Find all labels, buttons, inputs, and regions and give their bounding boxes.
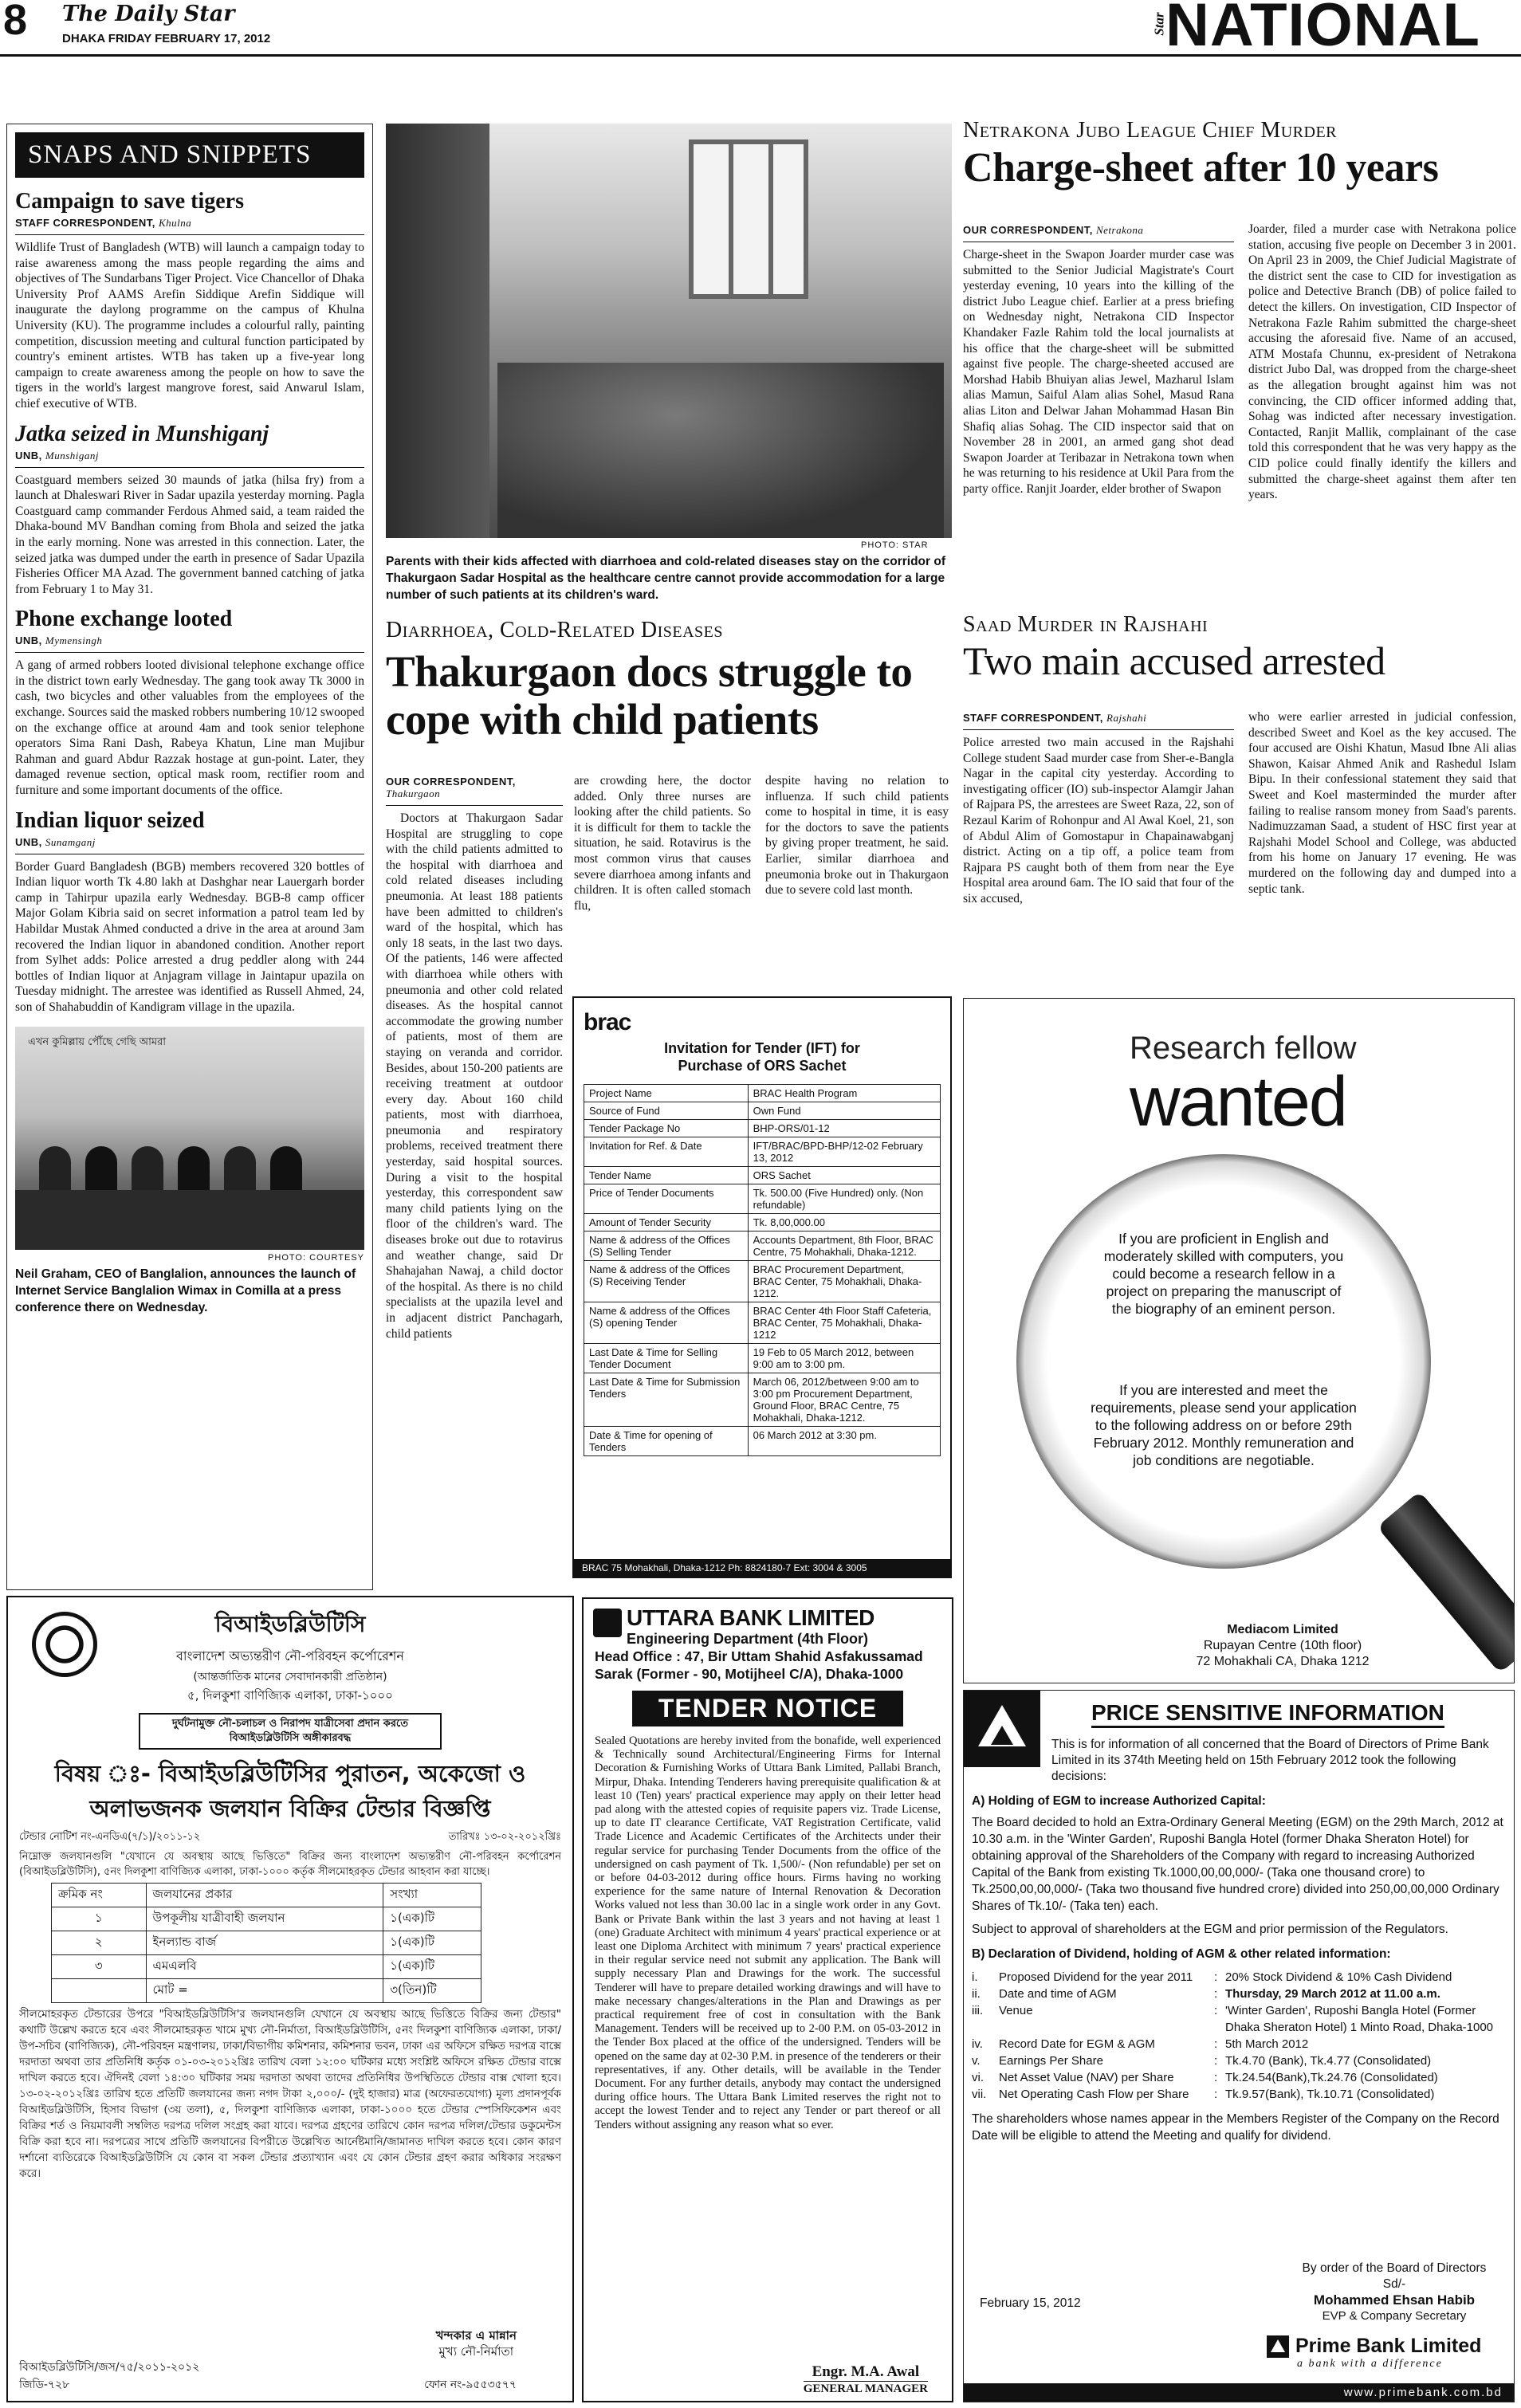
article-body: despite having no relation to influenza. If such child patients come to hospital in time, it is easy for the doctors to save the patients by giving proper treatment, he said. Earlier, similar diarrhoea and pneumonia broke out in Thakurgaon due to severe cold last month. <box>765 774 949 898</box>
prime-intro: This is for information of all concerned that the Board of Directors of Prime Bank Limited in its 374th Meeting held on 15th February 2012 took the following decisions: <box>1051 1738 1489 1783</box>
table-label: Source of Fund <box>584 1102 749 1120</box>
info-index: iv. <box>972 2037 983 2051</box>
info-sep: : <box>1214 2054 1218 2068</box>
biwtc-logo <box>32 1612 97 1677</box>
masthead-rule <box>0 54 1521 57</box>
uttara-notice: TENDER NOTICE <box>632 1691 903 1726</box>
biwtc-phone: ফোন নং-৯৫৫৩৫৭৭ <box>424 2379 517 2391</box>
snippet-body: Wildlife Trust of Bangladesh (WTB) will launch a campaign today to raise awareness among the mass people regarding the aims and objectives of The Sundarbans Tiger Project. Vice Chancellor of Dhaka University Prof AAMS Arefin Siddique Arefin Siddique will inaugurate the daylong programme on the campus of Khulna University (KU). The programme includes a colourful rally, painting competition, discussion meeting and cultural function participated by country's eminent artistes. WTB has taken up a five-year long campaign to create awareness among the people on how to save the tigers in the world's largest mangrove forest, said Anwarul Islam, chief executive of WTB. <box>15 241 364 410</box>
research-title-big: wanted <box>1130 1062 1346 1141</box>
snippet-byline: UNB, Mymensingh <box>15 634 103 647</box>
prime-ad <box>963 1690 1515 2402</box>
table-row <box>584 1120 941 1137</box>
table-row <box>584 1427 941 1456</box>
kicker: Netrakona Jubo League Chief Murder <box>963 118 1337 143</box>
hospital-photo-caption: Parents with their kids affected with diarrhoea and cold-related diseases stay on the corridor of Thakurgaon Sadar Hospital as the healthcare centre cannot provide accommodation for a large number of such patients at its children's ward. <box>386 555 945 602</box>
snippet-byline: UNB, Sunamganj <box>15 835 96 848</box>
info-row <box>972 1986 1504 2002</box>
prime-signer: Mohammed Ehsan Habib EVP & Company Secretary <box>1313 2292 1476 2323</box>
table-label: Price of Tender Documents <box>584 1184 749 1214</box>
snippet-3 <box>15 607 364 798</box>
uttara-signature: Engr. M.A. Awal GENERAL MANAGER <box>803 2363 928 2395</box>
biwtc-intro: নিম্নোক্ত জলযানগুলি "যেখানে যে অবস্থায় আছে ভিত্তিতে" বিক্রির জন্য বাংলাদেশ অভ্যন্তরীণ নৌ-পরিবহন কর্পোরেশন (বিআইডব্লিউটিসি), ৫নং দিলকুশা বাণিজ্যিক এলাকা, ঢাকা-১০০০ কর্তৃক সীলমোহরকৃত টেন্ডার আহবান করা যাচ্ছে। <box>19 1851 561 1878</box>
brac-ad <box>572 996 952 1578</box>
thakurgaon-article <box>386 618 952 744</box>
info-value: Tk.24.54(Bank),Tk.24.76 (Consolidated) <box>1225 2071 1438 2084</box>
prime-logo-mark <box>964 1691 1040 1767</box>
dateline: DHAKA FRIDAY FEBRUARY 17, 2012 <box>62 32 271 45</box>
biwtc-subject: বিষয় ঃ- বিআইডব্লিউটিসির পুরাতন, অকেজো ও অলাভজনক জলযান বিক্রির টেন্ডার বিজ্ঞপ্তি <box>54 1760 526 1822</box>
info-index: vii. <box>972 2088 987 2101</box>
info-sep: : <box>1214 1987 1218 2001</box>
brac-footer: BRAC 75 Mohakhali, Dhaka-1212 Ph: 8824180-7 Ext: 3004 & 3005 <box>574 1559 950 1577</box>
prime-small-logo <box>1267 2335 1289 2358</box>
section-star: Star <box>1151 12 1167 36</box>
byline: OUR CORRESPONDENT, Netrakona <box>963 224 1144 236</box>
info-label: Date and time of AGM <box>999 1987 1117 2001</box>
article-body: Charge-sheet in the Swapon Joarder murder case was submitted to the Senior Judicial Magistrate's Court yesterday evening, 10 years into the killing of the district Jubo League chief. Earlier at a press briefing on Wednesday night, Netrakona CID Inspector Khandaker Fazle Rahim told the local journalists at his office that the charge-sheet will be submitted against five people. The charge-sheeted accused are Morshad Habib Bhuiyan alias Jewel, Mazharul Islam alias Mamun, Saiful Alam alias Sohel, Masud Rana alias Liton and Delwar Jahan Mohammad Hasan Bin Shafiq alias Sohag. The CID inspector said that on November 28 in 2001, an armed gang shot dead Swapon Joarder at Teribazar in Netrakona town when he was returning to his residence at Ukil Para from the party office. Ranjit Joarder, elder brother of Swapon <box>963 248 1234 496</box>
table-cell: ৩(তিন)টি <box>383 1979 481 2003</box>
page-number: 8 <box>3 0 28 44</box>
table-row <box>584 1302 941 1344</box>
info-sep: : <box>1214 2004 1218 2017</box>
saad-col2 <box>1248 709 1516 897</box>
table-cell: ৩ <box>52 1955 147 1979</box>
research-title-top: Research fellow <box>1130 1031 1357 1066</box>
biwtc-notice-line: টেন্ডার নোটিশ নং-এনডিএ(৭/১)/২০১১-১২ তারিখঃ ১৩-০২-২০১২খ্রিঃ <box>19 1831 561 1843</box>
prime-tagline: a bank with a difference <box>1297 2358 1443 2370</box>
article-body: are crowding here, the doctor added. Only three nurses are looking after the child patients. So it is difficult for them to tackle the situation, he said. Rotavirus is the most common virus that causes severe diarrhoea among infants and children. It is often called stomach flu, <box>574 774 751 913</box>
presenters <box>39 1146 342 1194</box>
banner-text: এখন কুমিল্লায় পৌঁছে গেছি আমরা <box>28 1035 167 1048</box>
saad-article <box>963 612 1516 684</box>
table-label: Invitation for Ref. & Date <box>584 1137 749 1167</box>
table-label: Last Date & Time for Submission Tenders <box>584 1373 749 1427</box>
table-label: Project Name <box>584 1085 749 1102</box>
article-body: Joarder, filed a murder case with Netrakona police station, accusing five people on December 3 in 2001. On April 23 in 2009, the Chief Judicial Magistrate of the district sent the case to CID for investigation as police and Detective Branch (DB) of police failed to detect the killers. On investigation, CID Inspector of Netrakona Fazle Rahim submitted the charge-sheet accusing the aforesaid five. Name of an accused, ATM Mostafa Chunnu, ex-president of Netrakona district Jubo Dal, was dropped from the charge-sheet as the allegation brought against him was not convincing, the CID officer informed adding that, Sohag was indicted after necessary investigation. Contacted, Ranjit Mallik, complainant of the case told this correspondent that he was very happy as the CID police could finally identify the killers and submitted the charge-sheet against them after ten years. <box>1248 222 1516 502</box>
research-ad <box>963 998 1515 1683</box>
info-value: 5th March 2012 <box>1225 2037 1309 2051</box>
thakurgaon-col3 <box>765 773 949 898</box>
info-label: Record Date for EGM & AGM <box>999 2037 1155 2051</box>
table-cell: ১(এক)টি <box>383 1931 481 1955</box>
snippet-body: A gang of armed robbers looted divisional telephone exchange office in the district town early Wednesday. The gang took away Tk 3000 in cash, two bicycles and other valuables from the employees of the exchange. Sources said the masked robbers numbering 10/12 swooped on the exchange office at around 4am and took senior telephone operators Sima Rani Dash, Rabeya Khatun, Line man Mujibur Rahman and guard Abdur Razzak hostage at gun-point. Later, they damaged revenue section, optical mask room, rectifier room and furniture and some important documents of the office. <box>15 658 364 798</box>
snippet-title: Indian liquor seized <box>15 807 205 833</box>
table-row <box>584 1231 941 1261</box>
uttara-head-office: Head Office : 47, Bir Uttam Shahid Asfakussamad Sarak (Former - 90, Motijheel C/A), Dhaka-1000 <box>595 1648 923 1682</box>
info-value: Tk.9.57(Bank), Tk.10.71 (Consolidated) <box>1225 2088 1435 2101</box>
hospital-photo <box>386 124 952 538</box>
brac-logo: brac <box>584 1009 631 1035</box>
info-index: i. <box>972 1970 978 1984</box>
uttara-body: Sealed Quotations are hereby invited from the bonafide, well experienced & Technically sound Architectural/Engineering Firms for Internal Decoration & Furnishing Works of Uttara Bank Limited, Pallabi Branch, Mirpur, Dhaka. Intending Tenderers having prerequisite qualification & at least 10 (Ten) years' practical experience may apply on their letter head pad along with the attested copies of requisite papers viz. Trade License, up to date IT clearance Certificate, VAT Registration Certificate, valid Trade Licence and Academic Certificates of the Architects under their regular service for purchasing Tender Documents from the office of the undersigned on cash payment of Tk. 1,500/- (Non refundable) per set on or before 04-03-2012 during office hours. Firms having no working experience for the same nature of Internal Renovation & Decoration Works valued not less than 30.00 lac in a single work order in any Govt. Bank or Private Bank within the last 3 years and not having at least 1 (one) Graduate Architect with minimum 4 years' practical experience or at least one Diploma Architect with minimum 7 years' practical experience in their regular service need not submit any application. The Bank will supply necessary Plan and Drawings for the work. The successful Tenderer will have to prepare detailed working drawings and will have to make necessary changes/alterations in the Plan and Drawings as per practical requirement free of cost in consultation with the Bank Management. Tenders will be received up to 2-00 P.M. on 05-03-2012 in the Tender Box placed at the office of the undersigned. Tenders will be opened on the same day at 02-30 P.M. in presence of the tenderers or their representatives, if any. Other details, will be available in the Tender Document. For any further details, anybody may contact the undersigned during office hours. The Uttara Bank Limited reserves the right not to accept the lowest Tender and to reject any Tender or part thereof or all Tenders without assigning any reason what so ever. <box>595 1734 941 2131</box>
info-row <box>972 2069 1504 2086</box>
info-label: Proposed Dividend for the year 2011 <box>999 1970 1193 1984</box>
table-cell: ১ <box>52 1907 147 1931</box>
info-value: Thursday, 29 March 2012 at 11.00 a.m. <box>1225 1987 1440 2001</box>
snippet-title: Phone exchange looted <box>15 607 233 632</box>
table-row <box>52 1955 481 1979</box>
info-row <box>972 1969 1504 1986</box>
prime-by-order: By order of the Board of Directors Sd/- <box>1302 2261 1487 2291</box>
info-label: Venue <box>999 2004 1033 2017</box>
info-sep: : <box>1214 2037 1218 2051</box>
table-cell: উপকূলীয় যাত্রীবাহী জলযান <box>146 1907 383 1931</box>
table-cell <box>52 1979 147 2003</box>
table-label: Name & address of the Offices (S) Selling Tender <box>584 1231 749 1261</box>
thakurgaon-col2 <box>574 773 751 913</box>
table-value: IFT/BRAC/BPD-BHP/12-02 February 13, 2012 <box>748 1137 940 1167</box>
snippet-title: Jatka seized in Munshiganj <box>15 421 269 446</box>
prime-brand-block <box>1267 2335 1506 2371</box>
table-row <box>52 1907 481 1931</box>
snippet-body: Border Guard Bangladesh (BGB) members recovered 320 bottles of Indian liquor worth Tk 4.80 lakh at Dashghar near Lauergarh border camp in Tahirpur upazila early Wednesday. BGB-8 camp officer Major Golam Kibria said on secret information a patrol team led by Habildar Mustak Ahmed conducted a drive in the area at around 3am recovered the Indian liquor in abandoned condition. Another report from Sylhet adds: Police arrested a drug peddler along with 244 bottles of Indian liquor at Anjagram village in Jaintapur upazila on Tuesday midnight. The arrestee was identified as Russell Ahmed, 24, son of Shahabuddin of Kandigram village in the upazila. <box>15 859 364 1014</box>
table-row <box>584 1373 941 1427</box>
table-label: Name & address of the Offices (S) Receiving Tender <box>584 1261 749 1302</box>
table-header: ক্রমিক নং <box>52 1884 147 1907</box>
biwtc-table <box>51 1883 481 2003</box>
table-header: জলযানের প্রকার <box>146 1884 383 1907</box>
table-row <box>584 1184 941 1214</box>
info-row <box>972 2086 1504 2103</box>
snippet-body: Coastguard members seized 30 maunds of jatka (hilsa fry) from a launch at Dhaleswari River in Sadar upazila yesterday morning. Pagla Coastguard camp commander Ferdous Ahmed said, a team raided the Dhaka-bound MV Bandhan coming from Bhola and seized the jatka in the early morning. None was arrested in this connection. Later, the seized jatka was dumped under the earth in presence of Sadar Upazila Fisheries Officer MA Azad. The government banned catching of jatka from February 1 to May 31. <box>15 473 364 596</box>
brac-table <box>584 1084 941 1456</box>
table-value: 06 March 2012 at 3:30 pm. <box>748 1427 940 1456</box>
table-row <box>584 1167 941 1184</box>
photo-credit: PHOTO: COURTESY <box>268 1252 364 1263</box>
snippet-2 <box>15 422 364 598</box>
table-value: Own Fund <box>748 1102 940 1120</box>
table-value: BRAC Center 4th Floor Staff Cafeteria, BRAC Center, 75 Mohakhali, Dhaka-1212 <box>748 1302 940 1344</box>
table-value: BRAC Health Program <box>748 1085 940 1102</box>
table-header: সংখ্যা <box>383 1884 481 1907</box>
snaps-box <box>6 124 373 1590</box>
table-row <box>584 1214 941 1231</box>
table-cell: মোট = <box>146 1979 383 2003</box>
netrakona-col1 <box>963 222 1234 497</box>
table-row <box>584 1344 941 1373</box>
info-value: 20% Stock Dividend & 10% Cash Dividend <box>1225 1970 1452 1984</box>
snippet-title: Campaign to save tigers <box>15 189 244 214</box>
research-lens-text2: If you are interested and meet the requirements, please send your application to the following address on or before 29th February 2012. Monthly remuneration and job conditions are negotiable. <box>1091 1382 1357 1468</box>
biwtc-address: ৫, দিলকুশা বাণিজ্যিক এলাকা, ঢাকা-১০০০ <box>187 1688 393 1703</box>
info-row <box>972 2002 1504 2036</box>
table-label: Tender Name <box>584 1167 749 1184</box>
table-row <box>584 1102 941 1120</box>
thakurgaon-col1 <box>386 773 563 1341</box>
photo-caption: Neil Graham, CEO of Banglalion, announces the launch of Internet Service Banglalion Wimax in Comilla at a press conference there on Wednesday. <box>15 1267 356 1314</box>
uttara-ad <box>582 1597 953 2402</box>
article-body: Police arrested two main accused in the Rajshahi College student Saad murder case from Sher-e-Bangla Nagar in the capital city yesterday. According to investigating officer (IO) sub-inspector Alamgir Jahan of Rajpara PS, the arrestees are Sweet Raza, 22, son of Rezaul Karim of Rohonpur and Al Awal Koel, 21, son of Abdul Alim of Gomostapur in Chapainawabganj district. Acting on a tip off, a police team from Rajpara PS caught both of them from near the Eye Hospital area around 6am. The IO said that four of the six accused, <box>963 736 1234 905</box>
info-index: iii. <box>972 2004 984 2017</box>
headline: Two main accused arrested <box>963 638 1385 683</box>
prime-items <box>972 1969 1504 2103</box>
table-row <box>52 1931 481 1955</box>
info-index: vi. <box>972 2071 984 2084</box>
table-cell: এমএলবি <box>146 1955 383 1979</box>
table-row <box>584 1137 941 1167</box>
snippet-1 <box>15 189 364 412</box>
prime-title: PRICE SENSITIVE INFORMATION <box>1091 1700 1444 1728</box>
table-label: Tender Package No <box>584 1120 749 1137</box>
biwtc-signature: খন্দকার এ মান্নান মুখ্য নৌ-নির্মাতা <box>435 2328 517 2359</box>
biwtc-gd: জিডি-৭২৮ <box>19 2379 70 2391</box>
table-row <box>52 1979 481 2003</box>
table-header-row <box>52 1884 481 1907</box>
table-row <box>584 1085 941 1102</box>
magnifier-lens <box>1016 1154 1431 1569</box>
biwtc-org-full: বাংলাদেশ অভ্যন্তরীণ নৌ-পরিবহন কর্পোরেশন <box>176 1648 404 1664</box>
kicker: Saad Murder in Rajshahi <box>963 612 1209 637</box>
table-cell: ইনল্যান্ড বার্জ <box>146 1931 383 1955</box>
table-label: Date & Time for opening of Tenders <box>584 1427 749 1456</box>
biwtc-ref: বিআইডব্লিউটিসি/জস/৭৫/২০১১-২০১২ <box>19 2361 200 2374</box>
biwtc-ad <box>6 1596 574 2402</box>
info-sep: : <box>1214 1970 1218 1984</box>
info-sep: : <box>1214 2071 1218 2084</box>
prime-url[interactable]: www.primebank.com.bd <box>964 2383 1514 2402</box>
section-name: NATIONAL <box>1165 0 1480 59</box>
table-cell: ১(এক)টি <box>383 1955 481 1979</box>
info-value: 'Winter Garden', Ruposhi Bangla Hotel (Former Dhaka Sheraton Hotel) 1 Minto Road, Dhaka-1000 <box>1225 2004 1494 2034</box>
biwtc-org: বিআইডব্লিউটিসি <box>214 1611 366 1637</box>
netrakona-article <box>963 118 1516 193</box>
brac-title: Invitation for Tender (IFT) for Purchase of ORS Sachet <box>664 1040 860 1074</box>
research-lens-text1: If you are proficient in English and moderately skilled with computers, you could become a research fellow in a project on preparing the manuscript of the biography of an eminent person. <box>1103 1231 1344 1317</box>
prime-body: A) Holding of EGM to increase Authorized Capital: The Board decided to hold an Extra-Ordinary General Meeting (EGM) on the 29th March, 2012 at 10.30 a.m. in the 'Winter Garden', Ruposhi Bangla Hotel (former Dhaka Sheraton Hotel) for obtaining approval of the Shareholders of the Company with regard to increasing Authorized Capital of the Bank from existing Tk.1000,00,00,000/- (Taka one thousand crore) to Tk.2500,00,00,000/- (Taka two thousand five hundred crore) divided into 250,00,00,000 Ordinary Shares of Tk.10/- (Taka ten) each. Subject to approval of shareholders at the EGM and prior permission of the Regulators. B) Declaration of Dividend, holding of AGM & other related information: i. Proposed Dividend for the year 2011 : 20% Stock Dividend & 10% Cash Dividend ii. Date and time of AGM : Thursday, 29 March 2012 at 11.00 a.m. iii. Venue : 'Winter Garden', Ruposhi Bangla Hotel (Former Dhaka Sheraton Hotel) 1 Minto Road, Dhaka-1000 iv. Record Date for EGM & AGM : 5th March 2012 v. Earnings Per Share : Tk.4.70 (Bank), Tk.4.77 (Consolidated) vi. Net Asset Value (NAV) per Share : Tk.24.54(Bank),Tk.24.76 (Consolidated) vii. Net Operating Cash Flow per Share : Tk.9.57(Bank), Tk.10.71 (Consolidated) The shareholders whose names appear in the Members Register of the Company on the Record Date will be eligible to attend the Meeting and qualify for dividend. <box>972 1794 1503 2143</box>
masthead <box>0 0 1521 57</box>
table-label: Last Date & Time for Selling Tender Document <box>584 1344 749 1373</box>
uttara-logo <box>593 1609 622 1637</box>
biwtc-body: সীলমোহরকৃত টেন্ডারের উপরে "বিআইডব্লিউটিসি'র জলযানগুলি যেখানে যে অবস্থায় আছে ভিত্তিতে বিক্রির জন্য টেন্ডার" কথাটি উল্লেখ করতে হবে এবং সীলমোহরকৃত খামে মুখ্য নৌ-নির্মাতা, বিআইডব্লিউটিসি, ৫নং দিলকুশা বাণিজ্যিক এলাকা, ঢাকা/উপ-সচিব (বাণিজ্যিক), নৌ-পরিবহন মন্ত্রণালয়, ঢাকা/বিভাগীয় কমিশনার, কমিশনার ভবন, ঢাকা এর অফিসে রক্ষিত দরপত্র বাক্সে দরদাতা অথবা তার প্রতিনিধি কর্তৃক ০১-০৩-২০১২খ্রিঃ তারিখ বেলা ১২:০০ ঘটিকার মধ্যে সংশ্লিষ্ট অফিসে রক্ষিত টেন্ডার বাক্সে দাখিল করতে হবে। ঐদিনই বেলা ১৪:৩০ ঘটিকার সময় দরদাতা অথবা তাদের প্রতিনিধির উপস্থিতিতে টেন্ডার বাক্স খোলা হবে। ১৩-০২-২০১২খ্রিঃ তারিখ হতে প্রতিটি জলযানের জন্য নগদ টাকা ২,০০০/- (দুই হাজার) মাত্র (অফেরতযোগ্য) মূল্য প্রদানপূর্বক বিআইডব্লিউটিসি, হিসাব বিভাগ (৩য় তলা), ৫, দিলকুশা বাণিজ্যিক এলাকা, ঢাকা-১০০০ হতে টেন্ডার স্পেসিফিকেশন এবং বিক্রির শর্ত ও নিয়মাবলী সম্বলিত দরপত্র দলিল সংগ্রহ করা যাবে। দরপত্র গ্রহণের তারিখে কোন দরপত্র দলিল/টেন্ডার ডকুমেন্টস বিক্রি করা হবে না। দরপত্রের সাথে প্রতিটি জলযানের বিপরীতে উল্লেখিত আর্নেষ্টমানি/জামানত দাখিল করতে হবে। কোন কারণ দর্শানো ব্যতিরেকে বিআইডব্লিউটিসি যে কোন বা সকল টেন্ডার প্রত্যাখ্যান এবং যে কোন টেন্ডার গ্রহণ করার অধিকার সংরক্ষণ করে। <box>19 2008 561 2180</box>
info-label: Net Operating Cash Flow per Share <box>999 2088 1189 2101</box>
table-row <box>584 1261 941 1302</box>
table-value: 19 Feb to 05 March 2012, between 9:00 am to 3:00 pm. <box>748 1344 940 1373</box>
info-label: Earnings Per Share <box>999 2054 1103 2068</box>
headline: Thakurgaon docs struggle to cope with child patients <box>386 647 913 744</box>
snaps-title: SNAPS AND SNIPPETS <box>15 132 364 178</box>
info-row <box>972 2052 1504 2069</box>
table-cell: ২ <box>52 1931 147 1955</box>
info-index: ii. <box>972 1987 981 2001</box>
table-cell: ১(এক)টি <box>383 1907 481 1931</box>
table-value: BRAC Procurement Department, BRAC Center, 75 Mohakhali, Dhaka-1212. <box>748 1261 940 1302</box>
banglalion-photo <box>15 1027 364 1250</box>
snippet-byline: UNB, Munshiganj <box>15 449 100 462</box>
table-value: Tk. 500.00 (Five Hundred) only. (Non refundable) <box>748 1184 940 1214</box>
info-row <box>972 2036 1504 2052</box>
info-index: v. <box>972 2054 981 2068</box>
uttara-dept: Engineering Department (4th Floor) <box>627 1631 869 1647</box>
info-sep: : <box>1214 2088 1218 2101</box>
table-label: Amount of Tender Security <box>584 1214 749 1231</box>
info-value: Tk.4.70 (Bank), Tk.4.77 (Consolidated) <box>1225 2054 1432 2068</box>
article-body: who were earlier arrested in judicial confession, described Sweet and Koel as the key accused. The four accused are Oishi Khatun, Masud Ibne Ali alias Shawon, Kaisar Ahmed Anik and Rashedul Islam Bipu. In their confessional statement they said that Sweet and Koel masterminded the murder after failing to realise ransom money from Saad's parents. Nadimuzzaman Saad, a student of HSC first year at Rajshahi Model School and College, was abducted from his home on January 17 evening. He was murdered on the following day and dumped into a septic tank. <box>1248 710 1516 896</box>
article-body: Doctors at Thakurgaon Sadar Hospital are struggling to cope with the child patients admitted to the hospital with diarrhoea and cold related diseases including pneumonia. At least 188 patients have been admitted to children's ward of the hospital, which has only 18 seats, in the last two days. Of the patients, 146 were affected with diarrhoea while others with pneumonia and other cold related diseases. As the hospital cannot accommodate the growing number of patients, most of them are staying on veranda and corridor. Besides, about 150-200 patients are receiving treatment at outdoor every day. About 160 child patients, most with diarrhoea, pneumonia and respiratory problems, received treatment there yesterday, said hospital sources. During a visit to the hospital yesterday, this correspondent saw many child patients lying on the floor of the children's ward. The diseases broke out due to rotavirus and weather change, said Dr Shahajahan Nawaj, a child doctor of the hospital. As there is no child specialists at the upazila level and in adjacent district Panchagarh, child patients <box>386 811 563 1341</box>
biwtc-org-sub: (আন্তর্জাতিক মানের সেবাদানকারী প্রতিষ্ঠান) <box>193 1671 387 1683</box>
saad-col1 <box>963 709 1234 907</box>
snippet-byline: STAFF CORRESPONDENT, Khulna <box>15 217 192 229</box>
prime-date: February 15, 2012 <box>980 2296 1081 2310</box>
snippet-4 <box>15 808 364 1015</box>
biwtc-motto: দুর্ঘটনামুক্ত নৌ-চলাচল ও নিরাপদ যাত্রীসেবা প্রদান করতে বিআইডব্লিউটিসি অঙ্গীকারবদ্ধ <box>139 1713 442 1750</box>
paper-name: The Daily Star <box>62 2 235 26</box>
table-value: BHP-ORS/01-12 <box>748 1120 940 1137</box>
headline: Charge-sheet after 10 years <box>963 145 1439 191</box>
byline: STAFF CORRESPONDENT, Rajshahi <box>963 712 1147 724</box>
table-value: ORS Sachet <box>748 1167 940 1184</box>
prime-brand: Prime Bank Limited <box>1295 2335 1482 2357</box>
kicker: Diarrhoea, Cold-Related Diseases <box>386 618 723 642</box>
table-label: Name & address of the Offices (S) opening Tender <box>584 1302 749 1344</box>
uttara-bank-name: UTTARA BANK LIMITED <box>627 1605 874 1630</box>
netrakona-col2 <box>1248 222 1516 503</box>
table-value: Accounts Department, 8th Floor, BRAC Centre, 75 Mohakhali, Dhaka-1212. <box>748 1231 940 1261</box>
table-value: March 06, 2012/between 9:00 am to 3:00 pm Procurement Department, Ground Floor, BRAC Centre, 75 Mohakhali, Dhaka-1212. <box>748 1373 940 1427</box>
hospital-photo-credit: PHOTO: STAR <box>861 540 929 550</box>
info-label: Net Asset Value (NAV) per Share <box>999 2071 1174 2084</box>
table-value: Tk. 8,00,000.00 <box>748 1214 940 1231</box>
byline: OUR CORRESPONDENT, Thakurgaon <box>386 776 516 799</box>
research-address: Mediacom Limited Rupayan Centre (10th floor) 72 Mohakhali CA, Dhaka 1212 <box>1196 1623 1370 1668</box>
